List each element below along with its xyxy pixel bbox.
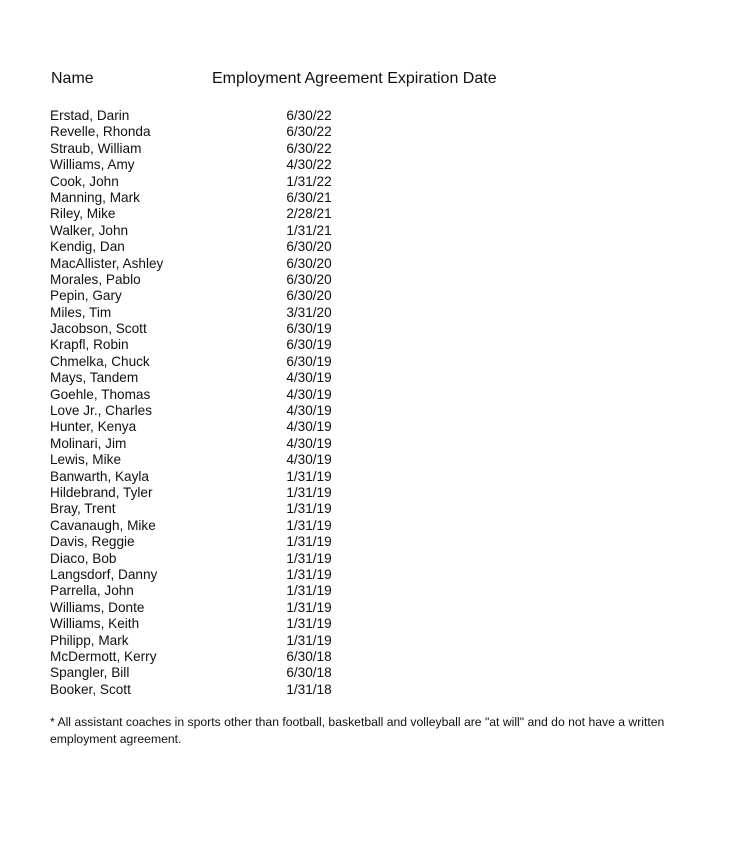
row-name: Lewis, Mike bbox=[50, 452, 122, 468]
row-expiration-date: 6/30/20 bbox=[286, 271, 332, 287]
table-row bbox=[50, 649, 450, 665]
table-row bbox=[50, 583, 450, 599]
table-row bbox=[50, 534, 450, 550]
row-name: Love Jr., Charles bbox=[50, 403, 152, 419]
table-row bbox=[50, 469, 450, 485]
row-expiration-date: 1/31/19 bbox=[286, 501, 332, 517]
table-row bbox=[50, 305, 450, 321]
row-name: Miles, Tim bbox=[50, 304, 112, 320]
row-name: Mays, Tandem bbox=[50, 370, 139, 386]
row-expiration-date: 1/31/19 bbox=[286, 484, 332, 500]
row-expiration-date: 4/30/19 bbox=[286, 403, 332, 419]
row-expiration-date: 6/30/20 bbox=[286, 239, 332, 255]
table-row bbox=[50, 501, 450, 517]
table-row bbox=[50, 354, 450, 370]
table-row bbox=[50, 206, 450, 222]
row-name: Booker, Scott bbox=[50, 681, 131, 697]
table-row bbox=[50, 124, 450, 140]
row-name: Revelle, Rhonda bbox=[50, 124, 151, 140]
row-expiration-date: 4/30/19 bbox=[286, 452, 332, 468]
table-row bbox=[50, 518, 450, 534]
table-row bbox=[50, 452, 450, 468]
table-row bbox=[50, 108, 450, 124]
row-name: Philipp, Mark bbox=[50, 632, 129, 648]
table-row bbox=[50, 288, 450, 304]
row-expiration-date: 6/30/20 bbox=[286, 288, 332, 304]
row-name: Cook, John bbox=[50, 173, 119, 189]
row-expiration-date: 4/30/22 bbox=[286, 157, 332, 173]
row-name: Erstad, Darin bbox=[50, 108, 130, 123]
row-name: Bray, Trent bbox=[50, 501, 116, 517]
row-expiration-date: 6/30/19 bbox=[286, 353, 332, 369]
row-name: Williams, Donte bbox=[50, 599, 145, 615]
row-name: Hildebrand, Tyler bbox=[50, 484, 153, 500]
row-expiration-date: 4/30/19 bbox=[286, 419, 332, 435]
table-row bbox=[50, 551, 450, 567]
table-row bbox=[50, 682, 450, 698]
table-row bbox=[50, 436, 450, 452]
table-row bbox=[50, 272, 450, 288]
row-name: Morales, Pablo bbox=[50, 271, 141, 287]
row-expiration-date: 6/30/19 bbox=[286, 337, 332, 353]
row-name: McDermott, Kerry bbox=[50, 648, 157, 664]
row-expiration-date: 4/30/19 bbox=[286, 386, 332, 402]
row-name: MacAllister, Ashley bbox=[50, 255, 164, 271]
row-name: Riley, Mike bbox=[50, 206, 116, 222]
row-expiration-date: 4/30/19 bbox=[286, 370, 332, 386]
row-expiration-date: 6/30/22 bbox=[286, 140, 332, 156]
row-name: Langsdorf, Danny bbox=[50, 566, 158, 582]
row-name: Manning, Mark bbox=[50, 189, 140, 205]
row-expiration-date: 1/31/19 bbox=[286, 632, 332, 648]
table-row bbox=[50, 157, 450, 173]
row-name: Goehle, Thomas bbox=[50, 386, 151, 402]
row-name: Spangler, Bill bbox=[50, 665, 130, 681]
row-expiration-date: 1/31/19 bbox=[286, 583, 332, 599]
row-expiration-date: 1/31/19 bbox=[286, 599, 332, 615]
row-expiration-date: 6/30/21 bbox=[286, 189, 332, 205]
table-row bbox=[50, 321, 450, 337]
row-expiration-date: 3/31/20 bbox=[286, 304, 332, 320]
table-row bbox=[50, 239, 450, 255]
row-expiration-date: 6/30/18 bbox=[286, 648, 332, 664]
row-name: Walker, John bbox=[50, 222, 129, 238]
row-expiration-date: 6/30/22 bbox=[286, 124, 332, 140]
row-name: Parrella, John bbox=[50, 583, 134, 599]
employment-agreement-table bbox=[50, 108, 450, 698]
table-row bbox=[50, 190, 450, 206]
row-expiration-date: 2/28/21 bbox=[286, 206, 332, 222]
row-expiration-date: 1/31/19 bbox=[286, 616, 332, 632]
table-row bbox=[50, 419, 450, 435]
table-row bbox=[50, 600, 450, 616]
row-expiration-date: 6/30/22 bbox=[286, 108, 332, 123]
table-row bbox=[50, 567, 450, 583]
row-name: Diaco, Bob bbox=[50, 550, 117, 566]
row-name: Williams, Keith bbox=[50, 616, 140, 632]
row-expiration-date: 1/31/19 bbox=[286, 550, 332, 566]
name-column-header: Name bbox=[51, 70, 94, 87]
row-expiration-date: 6/30/19 bbox=[286, 321, 332, 337]
row-expiration-date: 6/30/20 bbox=[286, 255, 332, 271]
table-row bbox=[50, 337, 450, 353]
row-name: Cavanaugh, Mike bbox=[50, 517, 156, 533]
table-header bbox=[51, 70, 571, 90]
table-row bbox=[50, 485, 450, 501]
row-expiration-date: 1/31/19 bbox=[286, 534, 332, 550]
row-expiration-date: 1/31/22 bbox=[286, 173, 332, 189]
table-row bbox=[50, 256, 450, 272]
row-expiration-date: 4/30/19 bbox=[286, 435, 332, 451]
table-row bbox=[50, 616, 450, 632]
row-expiration-date: 1/31/19 bbox=[286, 566, 332, 582]
expiration-date-column-header: Employment Agreement Expiration Date bbox=[212, 70, 497, 87]
row-name: Kendig, Dan bbox=[50, 239, 125, 255]
table-row bbox=[50, 403, 450, 419]
row-name: Molinari, Jim bbox=[50, 435, 127, 451]
footnote: * All assistant coaches in sports other than football, basketball and volleyball are "at will" and do not have a written employment agreement. bbox=[50, 715, 665, 746]
row-name: Chmelka, Chuck bbox=[50, 353, 150, 369]
row-name: Krapfl, Robin bbox=[50, 337, 129, 353]
table-row bbox=[50, 370, 450, 386]
row-expiration-date: 6/30/18 bbox=[286, 665, 332, 681]
table-row bbox=[50, 174, 450, 190]
table-row bbox=[50, 665, 450, 681]
row-expiration-date: 1/31/21 bbox=[286, 222, 332, 238]
row-name: Pepin, Gary bbox=[50, 288, 122, 304]
table-row bbox=[50, 141, 450, 157]
row-expiration-date: 1/31/18 bbox=[286, 681, 332, 697]
row-name: Hunter, Kenya bbox=[50, 419, 137, 435]
table-row bbox=[50, 633, 450, 649]
row-expiration-date: 1/31/19 bbox=[286, 468, 332, 484]
row-name: Banwarth, Kayla bbox=[50, 468, 149, 484]
row-name: Williams, Amy bbox=[50, 157, 135, 173]
table-row bbox=[50, 387, 450, 403]
row-name: Davis, Reggie bbox=[50, 534, 135, 550]
row-name: Straub, William bbox=[50, 140, 142, 156]
row-expiration-date: 1/31/19 bbox=[286, 517, 332, 533]
row-name: Jacobson, Scott bbox=[50, 321, 147, 337]
table-row bbox=[50, 223, 450, 239]
